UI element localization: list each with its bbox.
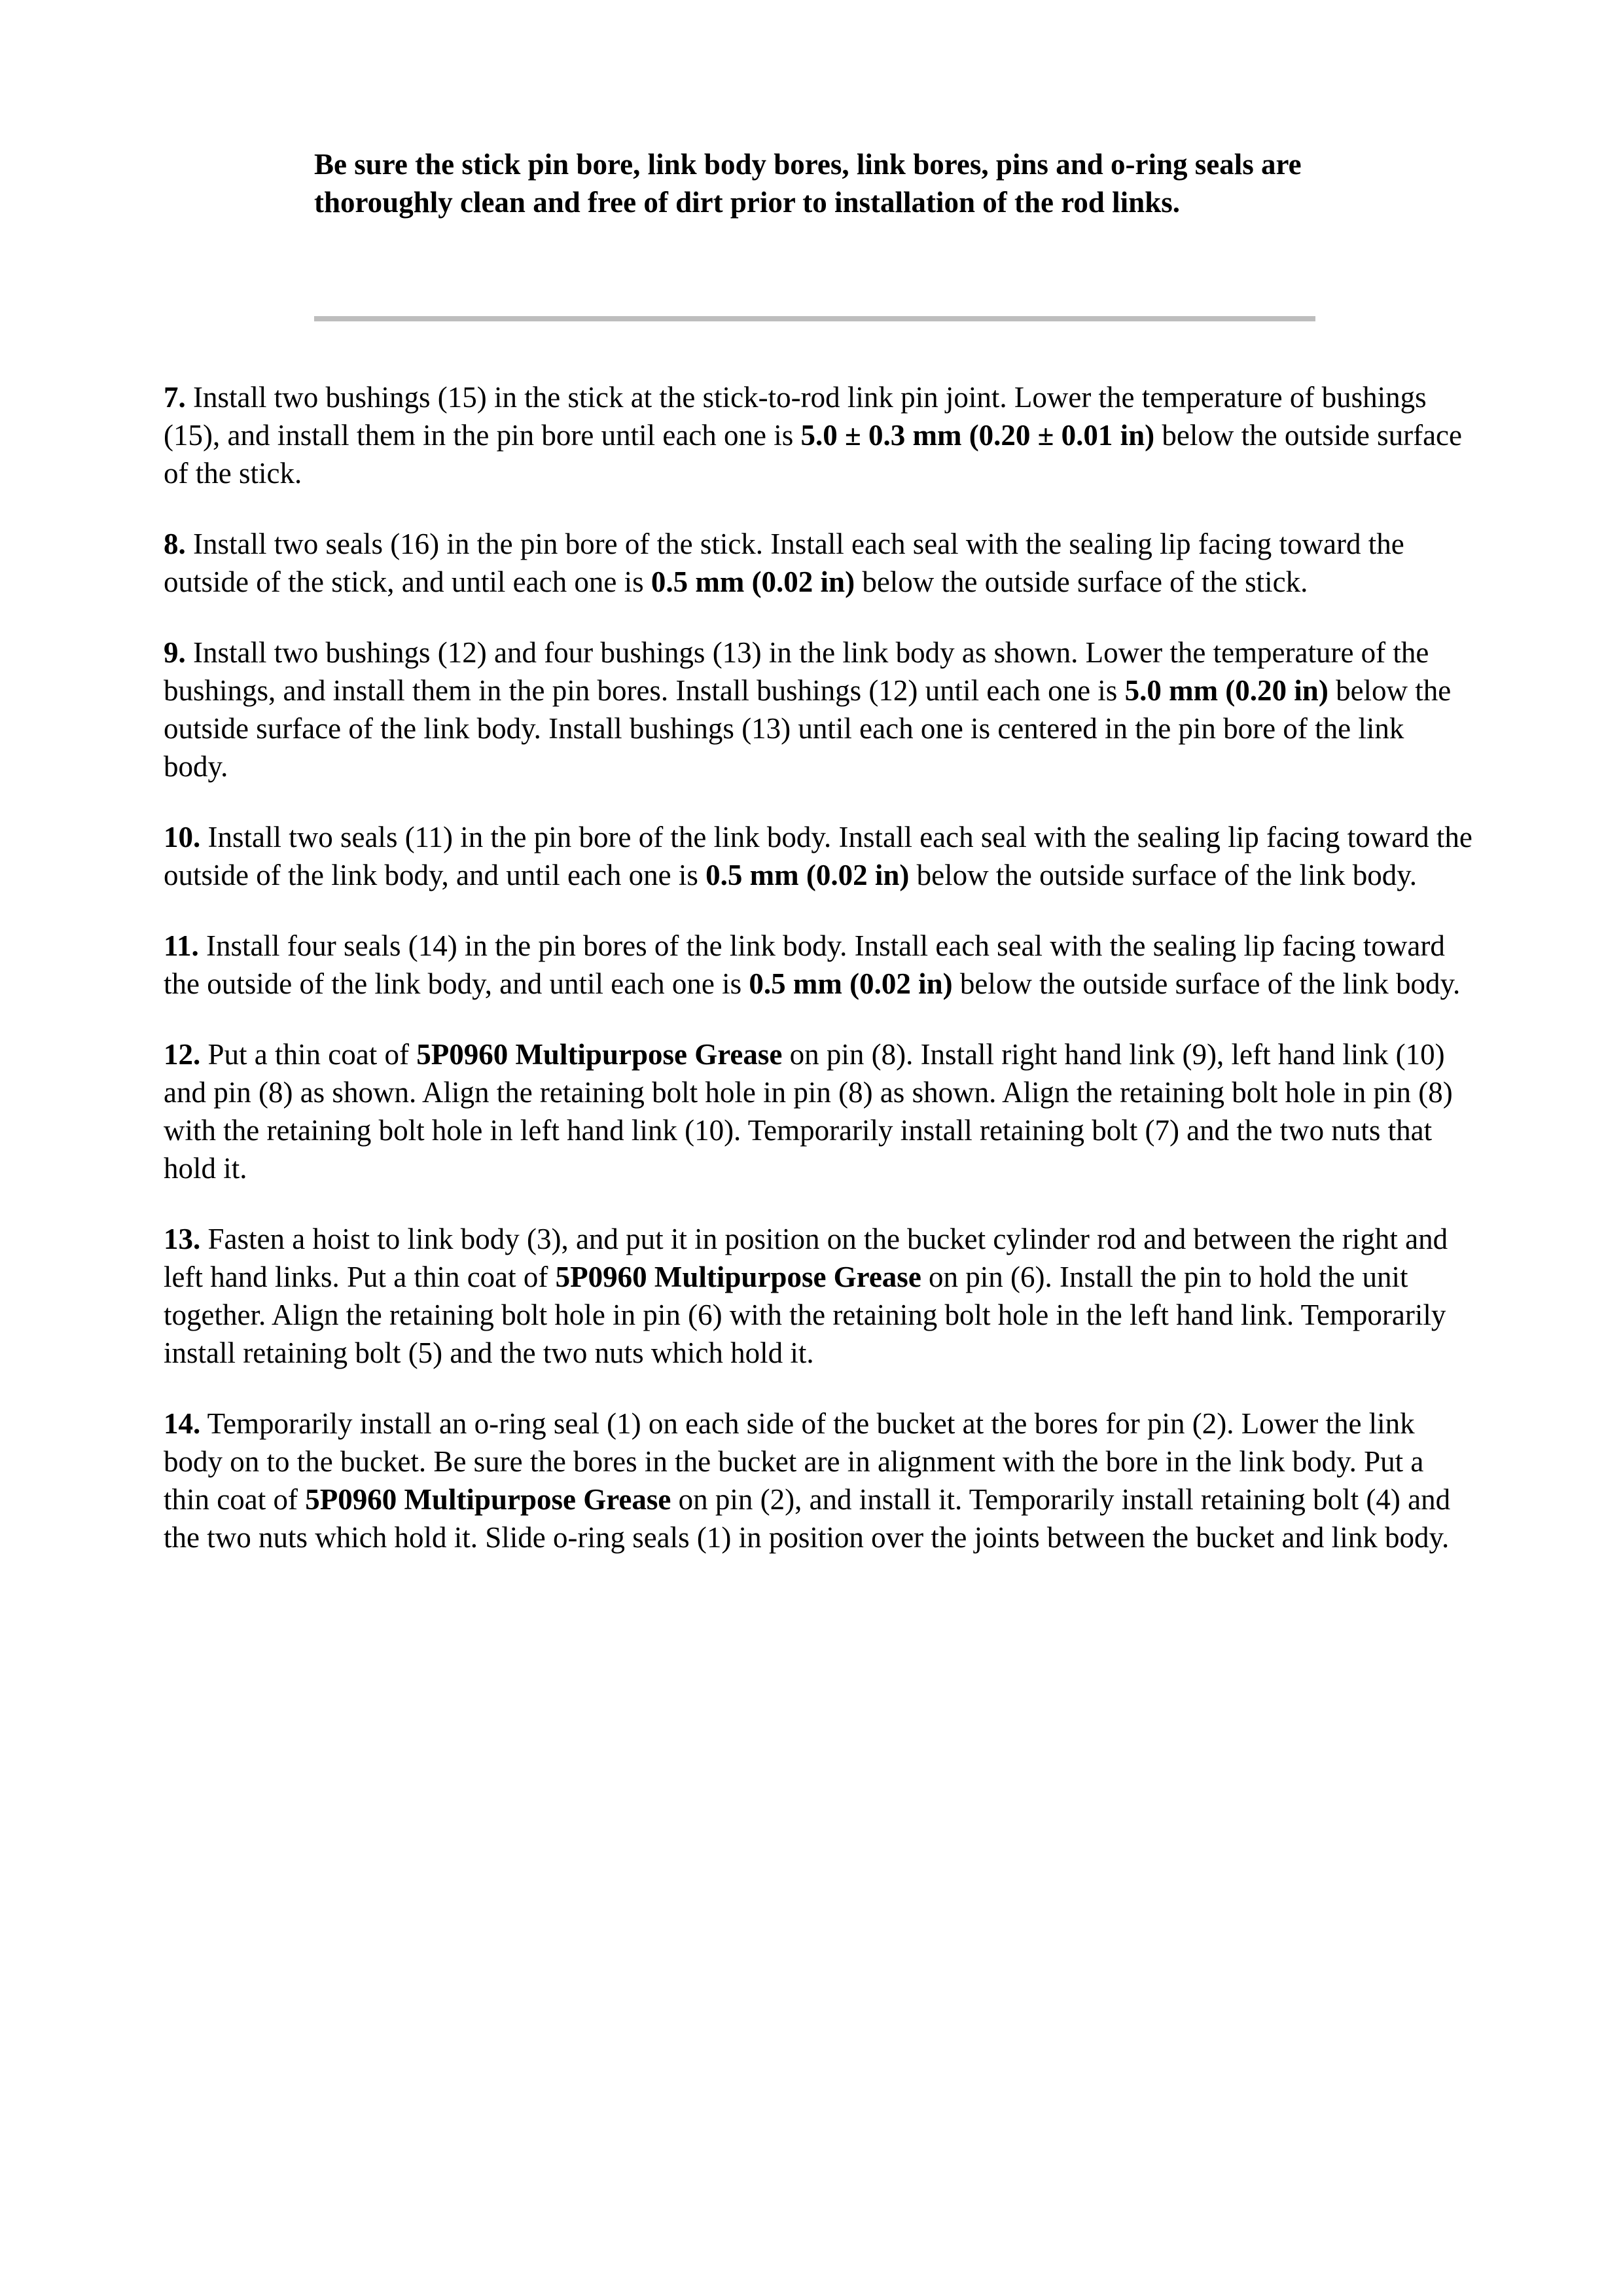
step-7 bbox=[164, 378, 1472, 492]
step-text: Put a thin coat of bbox=[200, 1038, 417, 1071]
step-9 bbox=[164, 634, 1472, 785]
step-number: 12. bbox=[164, 1038, 201, 1071]
step-number: 9. bbox=[164, 636, 186, 669]
step-number: 11. bbox=[164, 929, 199, 962]
step-text: Install two seals (16) in the pin bore of the stick. Install each seal with the sealing lip facing toward the outside of the stick, and until each one is bbox=[164, 528, 1404, 598]
step-12 bbox=[164, 1035, 1472, 1187]
step-number: 13. bbox=[164, 1223, 201, 1255]
step-13 bbox=[164, 1220, 1472, 1372]
step-product: 5P0960 Multipurpose Grease bbox=[416, 1038, 783, 1071]
step-10 bbox=[164, 818, 1472, 894]
step-8 bbox=[164, 525, 1472, 601]
step-text: below the outside surface of the stick. bbox=[164, 419, 1462, 490]
step-text: Fasten a hoist to link body (3), and put it in position on the bucket cylinder rod and between the right and left hand links. Put a thin coat of bbox=[164, 1223, 1448, 1293]
step-text: Install four seals (14) in the pin bores of the link body. Install each seal with the sealing lip facing toward the outside of the link body, and until each one is bbox=[164, 929, 1445, 1000]
step-spec: 0.5 mm (0.02 in) bbox=[651, 565, 855, 598]
step-text: below the outside surface of the stick. bbox=[855, 565, 1308, 598]
step-text: below the outside surface of the link body. bbox=[952, 967, 1461, 1000]
step-text: below the outside surface of the link body. Install bushings (13) until each one is centered in the pin bore of the link body. bbox=[164, 674, 1452, 783]
step-text: Install two bushings (15) in the stick at the stick-to-rod link pin joint. Lower the temperature of bushings (15), and install them in the pin bore until each one is bbox=[164, 381, 1427, 452]
step-number: 14. bbox=[164, 1407, 201, 1440]
horizontal-rule bbox=[314, 316, 1315, 321]
step-11 bbox=[164, 927, 1472, 1003]
step-product: 5P0960 Multipurpose Grease bbox=[305, 1483, 671, 1516]
step-text: on pin (6). Install the pin to hold the unit together. Align the retaining bolt hole in pin (6) with the retaining bolt hole in the left hand link. Temporarily install retaining bolt (5) and the two nuts which hold it. bbox=[164, 1261, 1446, 1369]
step-text: below the outside surface of the link body. bbox=[909, 859, 1418, 891]
step-number: 7. bbox=[164, 381, 186, 414]
step-text: Install two seals (11) in the pin bore of the link body. Install each seal with the sealing lip facing toward the outside of the link body, and until each one is bbox=[164, 821, 1472, 891]
step-text: Install two bushings (12) and four bushings (13) in the link body as shown. Lower the temperature of the bushings, and install them in the pin bores. Install bushings (12) until each one is bbox=[164, 636, 1429, 707]
caution-note: Be sure the stick pin bore, link body bores, link bores, pins and o-ring seals are thoroughly clean and free of dirt prior to installation of the rod links. bbox=[314, 148, 1302, 219]
step-text: Temporarily install an o-ring seal (1) on each side of the bucket at the bores for pin (2). Lower the link body on to the bucket. Be sure the bores in the bucket are in alignment with the bore in the link body. Put a thin coat of bbox=[164, 1407, 1424, 1516]
step-14 bbox=[164, 1405, 1472, 1556]
step-spec: 0.5 mm (0.02 in) bbox=[705, 859, 910, 891]
step-spec: 5.0 mm (0.20 in) bbox=[1124, 674, 1329, 707]
step-text: on pin (2), and install it. Temporarily install retaining bolt (4) and the two nuts which hold it. Slide o-ring seals (1) in position over the joints between the bucket and link body. bbox=[164, 1483, 1451, 1554]
step-product: 5P0960 Multipurpose Grease bbox=[555, 1261, 921, 1293]
step-number: 10. bbox=[164, 821, 201, 853]
step-text: on pin (8). Install right hand link (9), left hand link (10) and pin (8) as shown. Align the retaining bolt hole in pin (8) as shown. Align the retaining bolt hole in pin (8) with the retaining bolt hole in left hand link (10). Temporarily install retaining bolt (7) and the two nuts that hold it. bbox=[164, 1038, 1453, 1185]
step-spec: 0.5 mm (0.02 in) bbox=[749, 967, 953, 1000]
step-list bbox=[164, 378, 1472, 1589]
step-spec: 5.0 ± 0.3 mm (0.20 ± 0.01 in) bbox=[800, 419, 1155, 452]
step-number: 8. bbox=[164, 528, 186, 560]
